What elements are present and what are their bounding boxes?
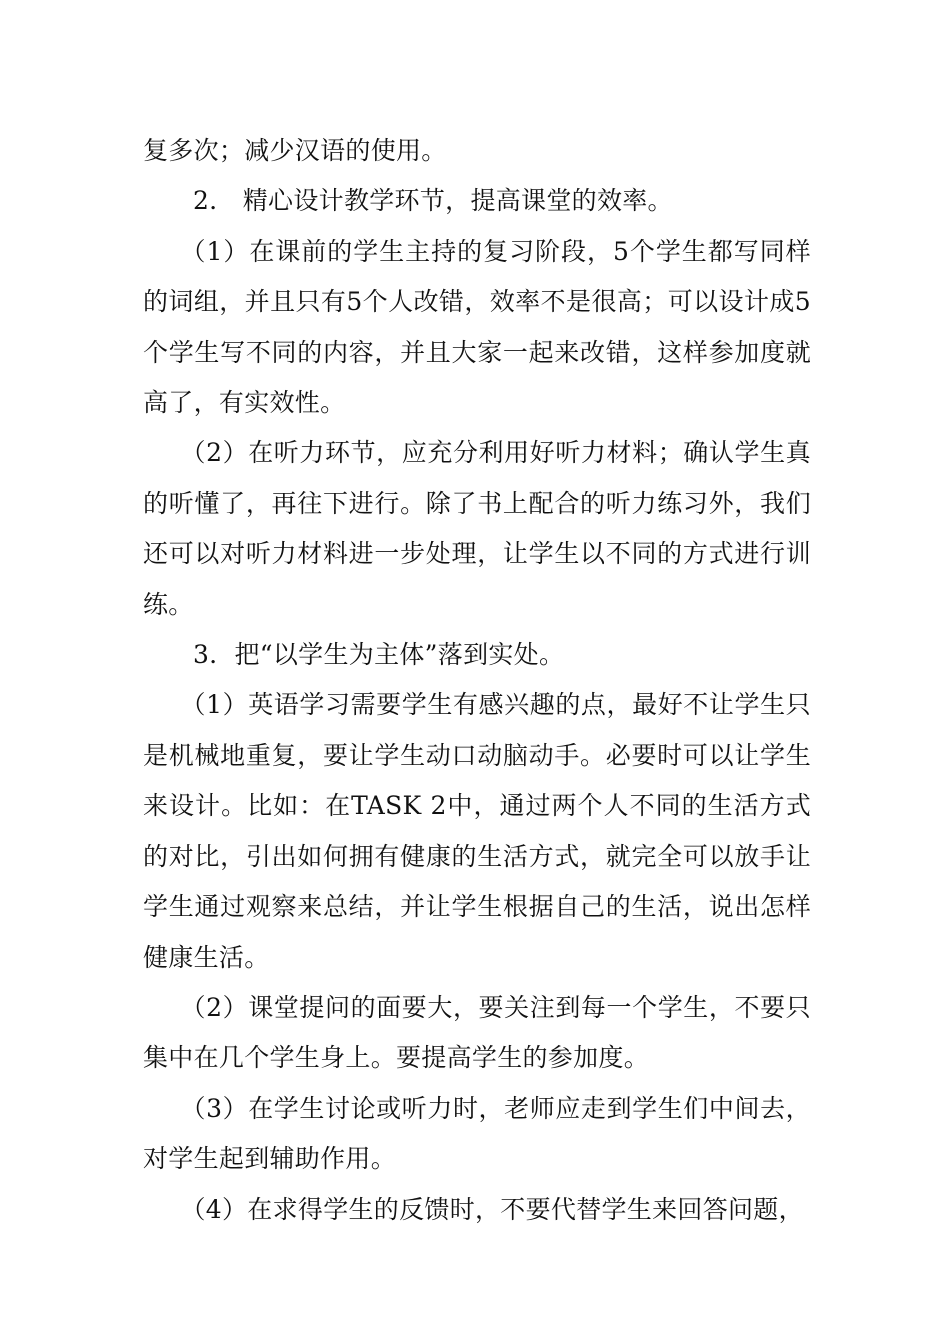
- paragraph-3-3: （3）在学生讨论或听力时，老师应走到学生们中间去，对学生起到辅助作用。: [143, 1093, 811, 1174]
- section-heading-3: 3．把“以学生为主体”落到实处。: [193, 640, 565, 670]
- paragraph-3-2: （2）课堂提问的面要大，要关注到每一个学生，不要只集中在几个学生身上。要提高学生的参加度。: [143, 992, 811, 1073]
- document-body: [143, 126, 811, 1235]
- section-heading-2: 2． 精心设计教学环节，提高课堂的效率。: [193, 186, 673, 216]
- paragraph-3-4: （4）在求得学生的反馈时，不要代替学生来回答问题，: [180, 1194, 804, 1224]
- paragraph-2-2: （2）在听力环节，应充分利用好听力材料；确认学生真的听懂了，再往下进行。除了书上配合的听力练习外，我们还可以对听力材料进一步处理，让学生以不同的方式进行训练。: [143, 438, 811, 619]
- paragraph-3-1: （1）英语学习需要学生有感兴趣的点，最好不让学生只是机械地重复，要让学生动口动脑动手。必要时可以让学生来设计。比如：在TASK 2中，通过两个人不同的生活方式的对比，引出如何拥有健康的生活方式，就完全可以放手让学生通过观察来总结，并让学生根据自己的生活，说出怎样健康生活。: [143, 690, 811, 972]
- paragraph-2-1: （1）在课前的学生主持的复习阶段，5个学生都写同样的词组，并且只有5个人改错，效率不是很高；可以设计成5个学生写不同的内容，并且大家一起来改错，这样参加度就高了，有实效性。: [143, 236, 811, 418]
- paragraph-continuation: 复多次；减少汉语的使用。: [143, 136, 447, 165]
